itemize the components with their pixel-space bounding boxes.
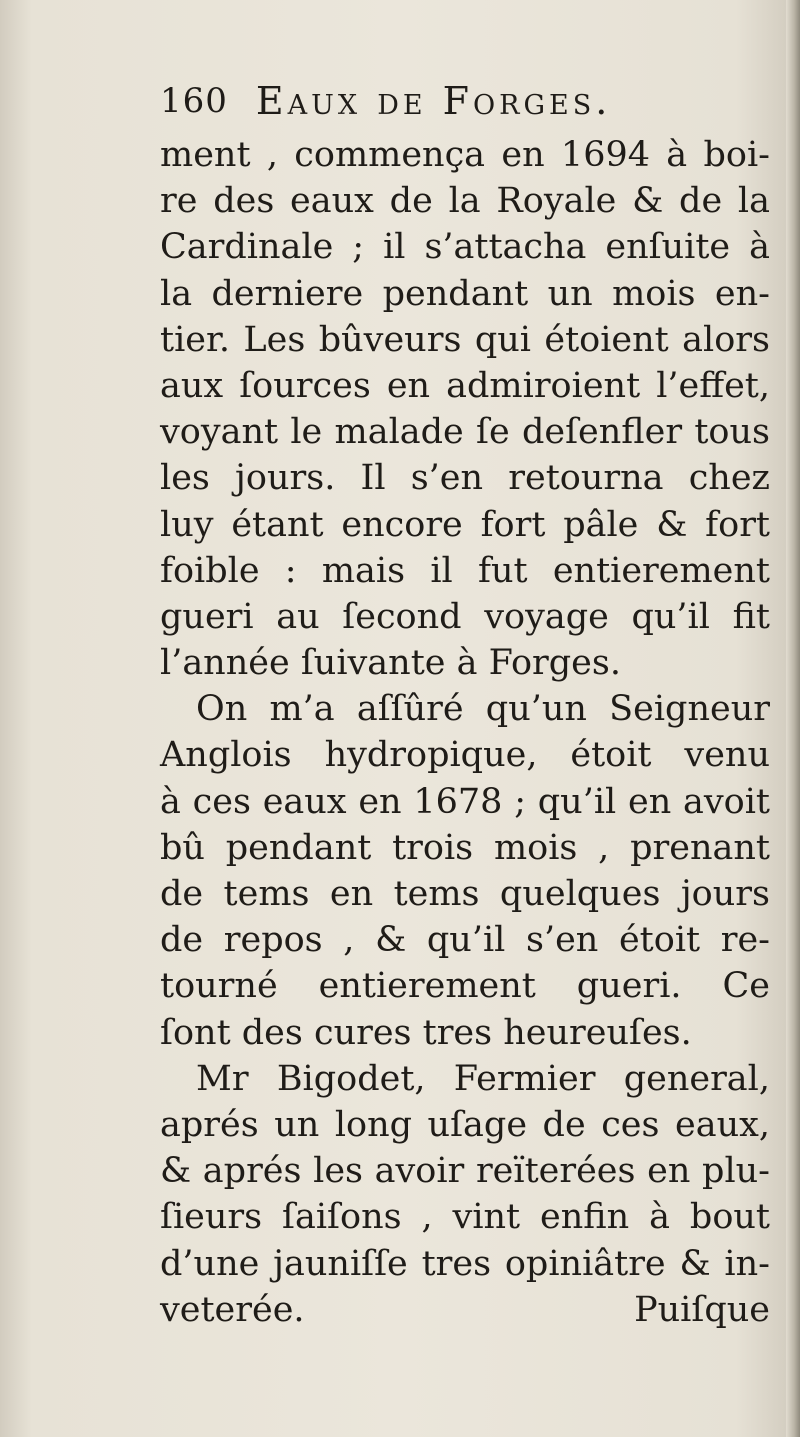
text-line: Cardinale ; il s’attacha enſuite à: [160, 227, 770, 268]
text-line: la derniere pendant un mois en-: [160, 273, 770, 314]
catchword: Puiſque: [634, 1289, 770, 1330]
text-line: les jours. Il s’en retourna chez: [160, 458, 770, 499]
running-head: [160, 70, 770, 132]
page-number: 160: [160, 81, 228, 121]
paragraph-start-line: Mr Bigodet, Fermier general,: [196, 1058, 770, 1099]
running-title: Eaux de Forges.: [255, 79, 612, 123]
text-line: ſont des cures tres heureuſes.: [160, 1012, 692, 1053]
text-line: re des eaux de la Royale & de la: [160, 181, 770, 222]
text-line: foible : mais il fut entierement: [160, 550, 770, 591]
text-line: de tems en tems quelques jours: [160, 874, 770, 914]
text-line: à ces eaux en 1678 ; qu’il en avoit: [160, 781, 770, 822]
text-line: ſieurs ſaiſons , vint enfin à bout: [160, 1197, 770, 1238]
text-line: Anglois hydropique, étoit venu: [160, 735, 770, 776]
text-line: d’une jauniſſe tres opiniâtre & in-: [160, 1243, 770, 1284]
text-line: tourné entierement gueri. Ce: [160, 966, 770, 1007]
text-line: aprés un long uſage de ces eaux,: [160, 1104, 770, 1145]
text-line: tier. Les bûveurs qui étoient alors: [160, 319, 770, 360]
final-line: [160, 1287, 770, 1333]
text-line: luy étant encore fort pâle & fort: [160, 504, 770, 545]
text-line: de repos , & qu’il s’en étoit re-: [160, 920, 770, 961]
paragraph-start-line: On m’a aſſûré qu’un Seigneur: [196, 689, 770, 730]
page-edge-shadow: [786, 0, 800, 1437]
text-line: ment , commença en 1694 à boi-: [160, 135, 770, 175]
text-line: l’année ſuivante à Forges.: [160, 643, 621, 684]
text-line: bû pendant trois mois , prenant: [160, 827, 770, 868]
text-line: voyant le malade ſe deſenfler tous: [160, 412, 770, 453]
text-line-end: veterée.: [160, 1289, 305, 1330]
text-line: & aprés les avoir reïterées en plu-: [160, 1151, 770, 1192]
text-line: aux ſources en admiroient l’effet,: [160, 365, 770, 406]
text-line: gueri au ſecond voyage qu’il fit: [160, 596, 770, 637]
text-block: [160, 70, 770, 1333]
